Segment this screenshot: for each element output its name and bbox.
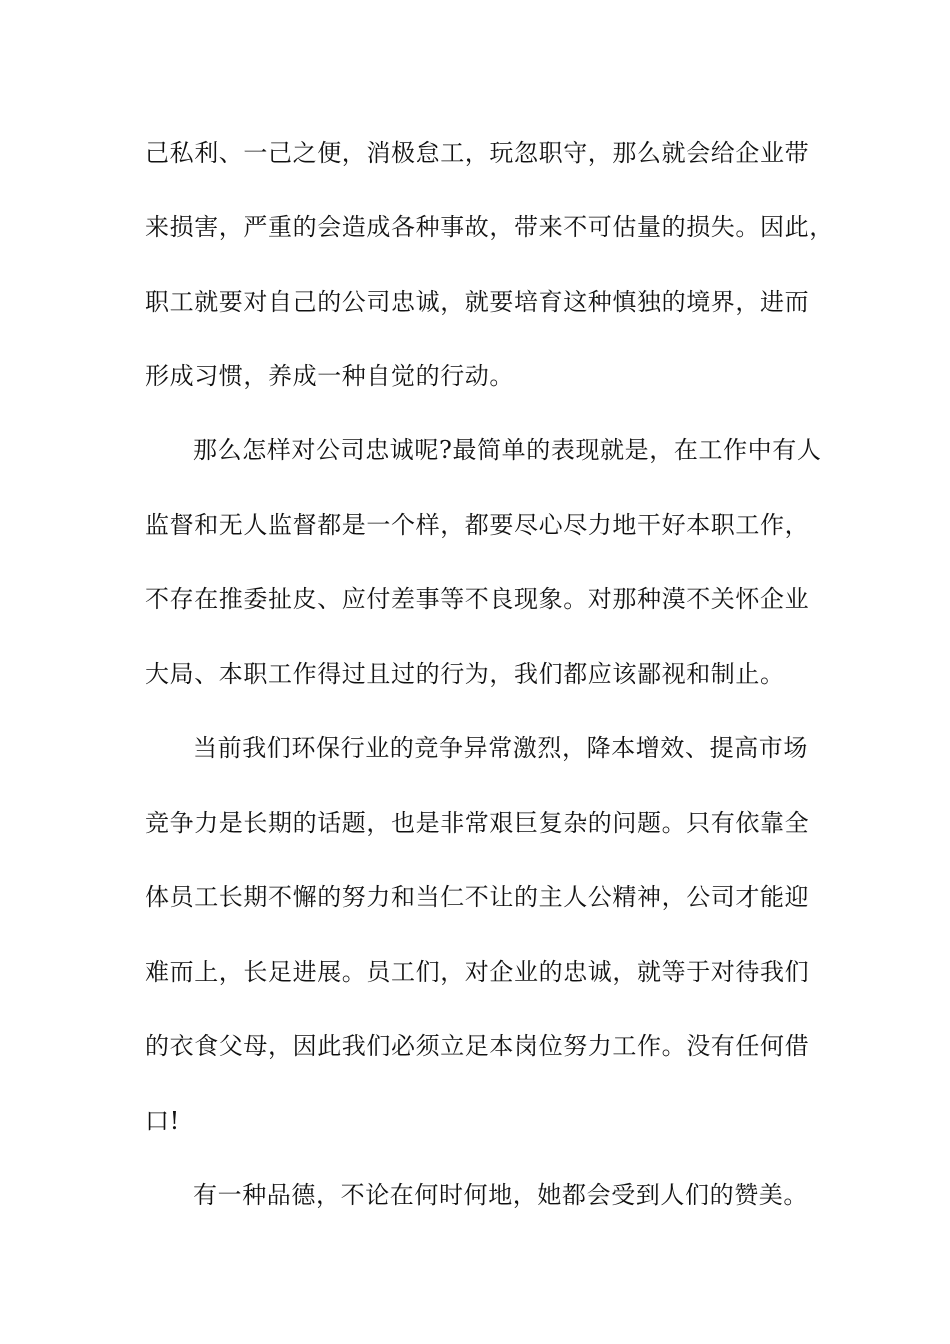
paragraph-start-line: 当前我们环保行业的竞争异常激烈，降本增效、提高市场 bbox=[193, 734, 808, 762]
text-line-8: 大局、本职工作得过且过的行为，我们都应该鄙视和制止。 bbox=[145, 660, 785, 688]
paragraph-start-line: 那么怎样对公司忠诚呢?最简单的表现就是，在工作中有人 bbox=[193, 436, 822, 464]
text-line-10: 竞争力是长期的话题，也是非常艰巨复杂的问题。只有依靠全 bbox=[145, 809, 810, 837]
text-line-1: 己私利、一己之便，消极怠工，玩忽职守，那么就会给企业带 bbox=[145, 139, 810, 167]
text-line-11: 体员工长期不懈的努力和当仁不让的主人公精神，公司才能迎 bbox=[145, 883, 810, 911]
paragraph-start-line: 有一种品德，不论在何时何地，她都会受到人们的赞美。 bbox=[193, 1181, 808, 1209]
text-line-12: 难而上，长足进展。员工们，对企业的忠诚，就等于对待我们 bbox=[145, 958, 810, 986]
text-line-7: 不存在推委扯皮、应付差事等不良现象。对那种漠不关怀企业 bbox=[145, 585, 810, 613]
text-line-4: 形成习惯，养成一种自觉的行动。 bbox=[145, 362, 514, 390]
text-line-2: 来损害，严重的会造成各种事故，带来不可估量的损失。因此， bbox=[145, 213, 834, 241]
text-line-14: 口! bbox=[145, 1107, 180, 1135]
text-line-6: 监督和无人监督都是一个样，都要尽心尽力地干好本职工作， bbox=[145, 511, 810, 539]
text-line-3: 职工就要对自己的公司忠诚，就要培育这种慎独的境界，进而 bbox=[145, 288, 810, 316]
text-line-13: 的衣食父母，因此我们必须立足本岗位努力工作。没有任何借 bbox=[145, 1032, 810, 1060]
